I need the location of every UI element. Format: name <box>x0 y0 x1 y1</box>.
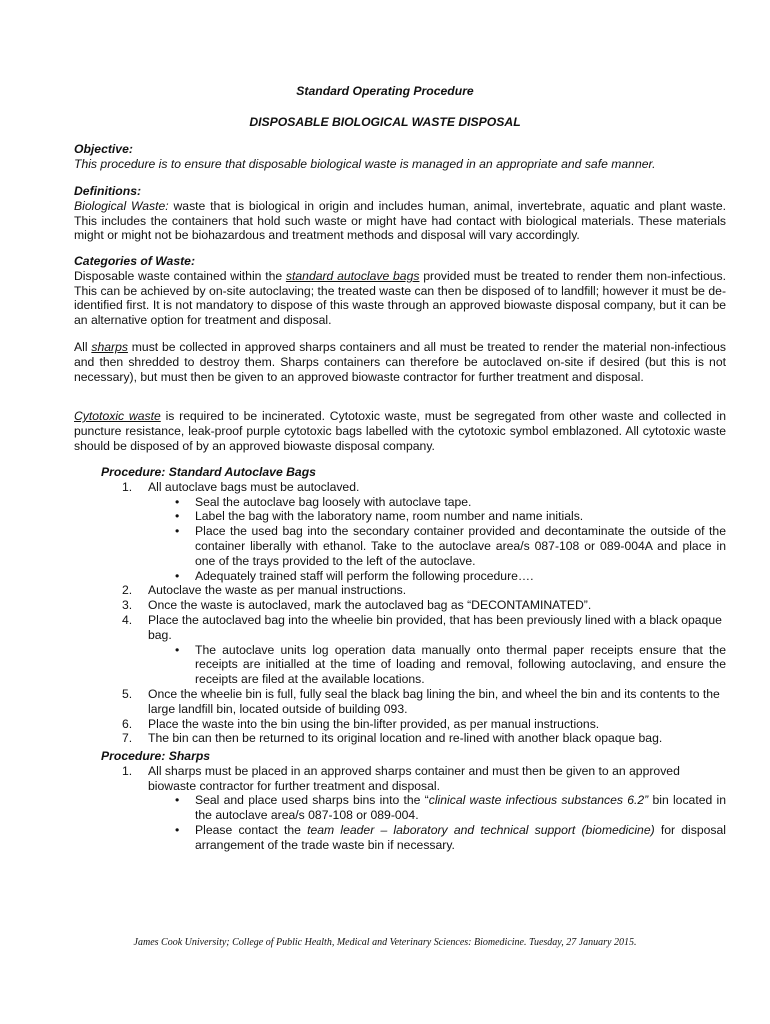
bullet-icon: • <box>175 509 180 524</box>
step-number: 6. <box>122 716 133 731</box>
step-text: All sharps must be placed in an approved sharps container and must then be given to an approved biowaste contractor for further treatment and disposal. <box>148 763 680 793</box>
step-number: 3. <box>122 598 133 613</box>
standard-autoclave-bags-link[interactable]: standard autoclave bags <box>285 268 420 283</box>
step-item <box>74 583 726 598</box>
bullet-item <box>74 495 726 510</box>
step-number: 1. <box>122 479 133 494</box>
step-text: Once the waste is autoclaved, mark the autoclaved bag as “DECONTAMINATED”. <box>148 598 592 613</box>
sharps-steps-list <box>74 764 726 794</box>
step-item <box>74 480 726 495</box>
bullet-icon: • <box>175 524 180 539</box>
step-text: Autoclave the waste as per manual instructions. <box>148 583 407 598</box>
procedure-autoclave-section <box>74 465 726 746</box>
step-number: 7. <box>122 731 133 746</box>
text-span: provided must be treated to render them non-infectious. This can be achieved by on-site autoclaving; the treated waste can then be disposed of to landfill; however it must be de-identified first. It is not mandatory to dispose of this waste through an approved biowaste disposal company, but it can be an alternative option for treatment and disposal. <box>74 268 726 328</box>
text-span: Disposable waste contained within the <box>74 268 286 283</box>
text-span: bin located in the autoclave area/s 087-108 or 089-004. <box>195 793 726 823</box>
step-number: 2. <box>122 583 133 598</box>
step-item <box>74 598 726 613</box>
step-number: 1. <box>122 763 133 778</box>
procedure-sharps-section <box>74 749 726 853</box>
definitions-section <box>74 184 726 243</box>
procedure-autoclave-heading: Procedure: Standard Autoclave Bags <box>101 465 316 479</box>
bullet-item <box>74 524 726 568</box>
text-span: All <box>74 340 92 354</box>
step-item <box>74 764 726 794</box>
definition-text: waste that is biological in origin and includes human, animal, invertebrate, aquatic and plant waste. This includes the containers that hold such waste or might have had contact with biological materials. These materials might or might not be biohazardous and treatment methods and disposal will vary accordingly. <box>74 198 726 243</box>
bullet-icon: • <box>175 494 180 509</box>
doc-title: DISPOSABLE BIOLOGICAL WASTE DISPOSAL <box>249 115 521 129</box>
text-span: for disposal arrangement of the trade waste bin if necessary. <box>195 822 726 852</box>
bullet-text: Place the used bag into the secondary container provided and decontaminate the outside of the container liberally with ethanol. Take to the autoclave area/s 087-108 or 089-004A and place in one of the trays provided to the left of the autoclave. <box>195 524 726 568</box>
step4-bullets <box>74 643 726 687</box>
bullet-text: Adequately trained staff will perform the following procedure…. <box>195 568 534 583</box>
step-item <box>74 731 726 746</box>
text-span: is required to be incinerated. Cytotoxic waste, must be segregated from other waste and collected in puncture resistance, leak-proof purple cytotoxic bags labelled with the cytotoxic symbol emblazoned. All cytotoxic waste should be disposed of by an approved biowaste disposal company. <box>74 409 726 453</box>
bullet-icon: • <box>175 793 180 808</box>
bin-name-text: clinical waste infectious substances 6.2” <box>428 793 649 808</box>
step-number: 5. <box>122 686 133 701</box>
autoclave-steps-list <box>74 480 726 495</box>
definition-term: Biological Waste: <box>74 198 169 213</box>
bullet-text: Seal the autoclave bag loosely with autoclave tape. <box>195 494 472 509</box>
categories-section <box>74 254 726 328</box>
text-span: Seal and place used sharps bins into the “ <box>195 793 429 808</box>
bullet-item <box>74 823 726 853</box>
cytotoxic-waste-link[interactable]: Cytotoxic waste <box>74 409 161 423</box>
step-text: All autoclave bags must be autoclaved. <box>148 479 360 494</box>
categories-heading: Categories of Waste: <box>74 254 195 268</box>
sharps-link[interactable]: sharps <box>91 340 128 354</box>
text-span: must be collected in approved sharps containers and all must be treated to render the material non-infectious and then shredded to destroy them. Sharps containers can therefore be autoclaved on-site if desired (but this is not necessary), but must then be given to an approved biowaste contractor for further treatment and disposal. <box>74 340 726 384</box>
procedure-sharps-heading: Procedure: Sharps <box>101 749 211 763</box>
definitions-paragraph <box>74 199 726 243</box>
step-text: The bin can then be returned to its original location and re-lined with another black opaque bag. <box>148 731 663 746</box>
bullet-item <box>74 509 726 524</box>
step-number: 4. <box>122 612 133 627</box>
bullet-item <box>74 569 726 584</box>
objective-section <box>74 142 726 172</box>
step-text: Place the autoclaved bag into the wheelie bin provided, that has been previously lined with a black opaque bag. <box>148 612 722 642</box>
step-item <box>74 613 726 643</box>
definitions-heading: Definitions: <box>74 184 142 198</box>
step-text: Once the wheelie bin is full, fully seal the black bag lining the bin, and wheel the bin and its contents to the large landfill bin, located outside of building 093. <box>148 686 720 716</box>
categories-paragraph-1 <box>74 269 726 328</box>
bullet-text: The autoclave units log operation data manually onto thermal paper receipts ensure that the receipts are initialled at the time of loading and removal, following autoclaving, and ensure the receipts are filed at the available locations. <box>195 642 726 687</box>
step-item <box>74 717 726 732</box>
bullet-icon: • <box>175 568 180 583</box>
bullet-item <box>74 643 726 687</box>
categories-paragraph-3 <box>74 409 726 453</box>
contact-role-text: team leader – laboratory and technical support (biomedicine) <box>307 822 655 837</box>
autoclave-steps-list-end <box>74 687 726 746</box>
text-span: Please contact the <box>195 822 308 837</box>
step-item <box>74 687 726 717</box>
bullet-icon: • <box>175 642 180 657</box>
bullet-text: Label the bag with the laboratory name, room number and name initials. <box>195 509 584 524</box>
bullet-icon: • <box>175 822 180 837</box>
objective-text: This procedure is to ensure that disposable biological waste is managed in an appropriate and safe manner. <box>74 156 656 171</box>
step-text: Place the waste into the bin using the bin-lifter provided, as per manual instructions. <box>148 716 600 731</box>
page-footer: James Cook University; College of Public Health, Medical and Veterinary Sciences: Biomedicine. Tuesday, 27 January 2015. <box>133 937 637 948</box>
objective-heading: Objective: <box>74 142 133 156</box>
autoclave-steps-list-cont <box>74 583 726 642</box>
sharps-bullets <box>74 793 726 852</box>
bullet-item <box>74 793 726 823</box>
doc-type-heading: Standard Operating Procedure <box>296 84 474 98</box>
step1-bullets <box>74 495 726 584</box>
categories-paragraph-2 <box>74 340 726 384</box>
